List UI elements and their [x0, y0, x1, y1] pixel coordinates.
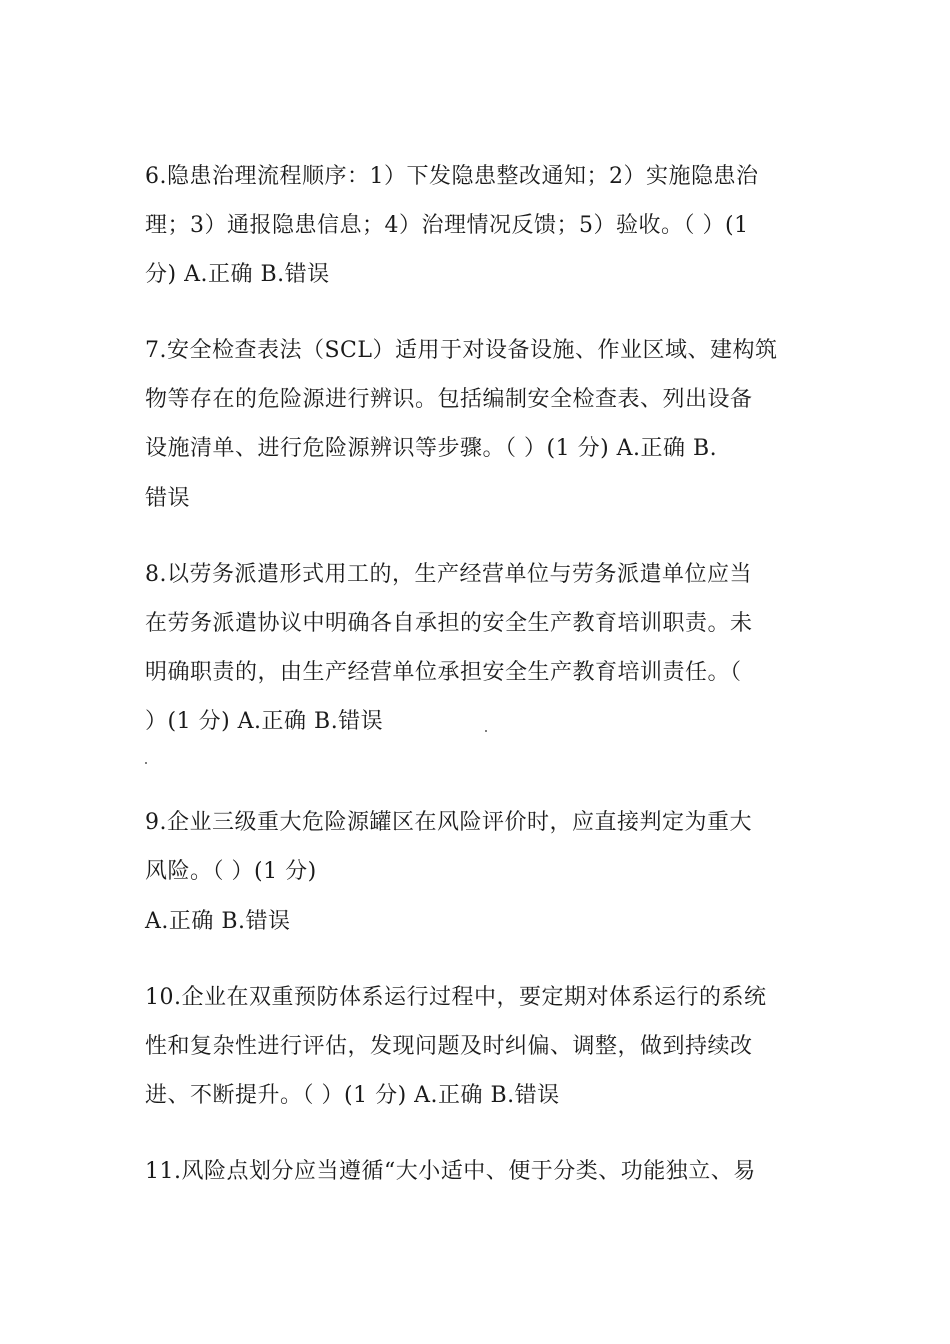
question-8-line-3: 明确职责的，由生产经营单位承担安全生产教育培训责任。（	[145, 660, 742, 685]
stray-dot	[145, 762, 147, 764]
question-8-line-2: 在劳务派遣协议中明确各自承担的安全生产教育培训职责。未	[145, 611, 753, 636]
question-9-line-2: 风险。（ ）(1 分)	[145, 859, 317, 884]
question-9-line-3: A.正确 B.错误	[145, 909, 291, 934]
question-8-line-4: ）(1 分) A.正确 B.错误	[145, 709, 384, 734]
question-10-line-2: 性和复杂性进行评估，发现问题及时纠偏、调整，做到持续改	[145, 1034, 753, 1059]
stray-dot	[485, 730, 487, 732]
question-7-line-1: 7.安全检查表法（SCL）适用于对设备设施、作业区域、建构筑	[145, 338, 778, 363]
question-10-line-1: 10.企业在双重预防体系运行过程中，要定期对体系运行的系统	[145, 985, 767, 1010]
question-6-line-2: 理；3）通报隐患信息；4）治理情况反馈；5）验收。（ ）(1	[145, 213, 749, 238]
question-11-line-1: 11.风险点划分应当遵循“大小适中、便于分类、功能独立、易	[145, 1159, 756, 1184]
question-10-line-3: 进、不断提升。（ ）(1 分) A.正确 B.错误	[145, 1083, 560, 1108]
question-6-line-1: 6.隐患治理流程顺序：1）下发隐患整改通知；2）实施隐患治	[145, 164, 759, 189]
question-7-line-3: 设施清单、进行危险源辨识等步骤。（ ）(1 分) A.正确 B.	[145, 436, 718, 461]
question-7-line-2: 物等存在的危险源进行辨识。包括编制安全检查表、列出设备	[145, 387, 753, 412]
question-7-line-4: 错误	[145, 486, 191, 511]
question-9-line-1: 9.企业三级重大危险源罐区在风险评价时，应直接判定为重大	[145, 810, 752, 835]
question-8-line-1: 8.以劳务派遣形式用工的，生产经营单位与劳务派遣单位应当	[145, 562, 752, 587]
question-6-line-3: 分) A.正确 B.错误	[145, 262, 330, 287]
